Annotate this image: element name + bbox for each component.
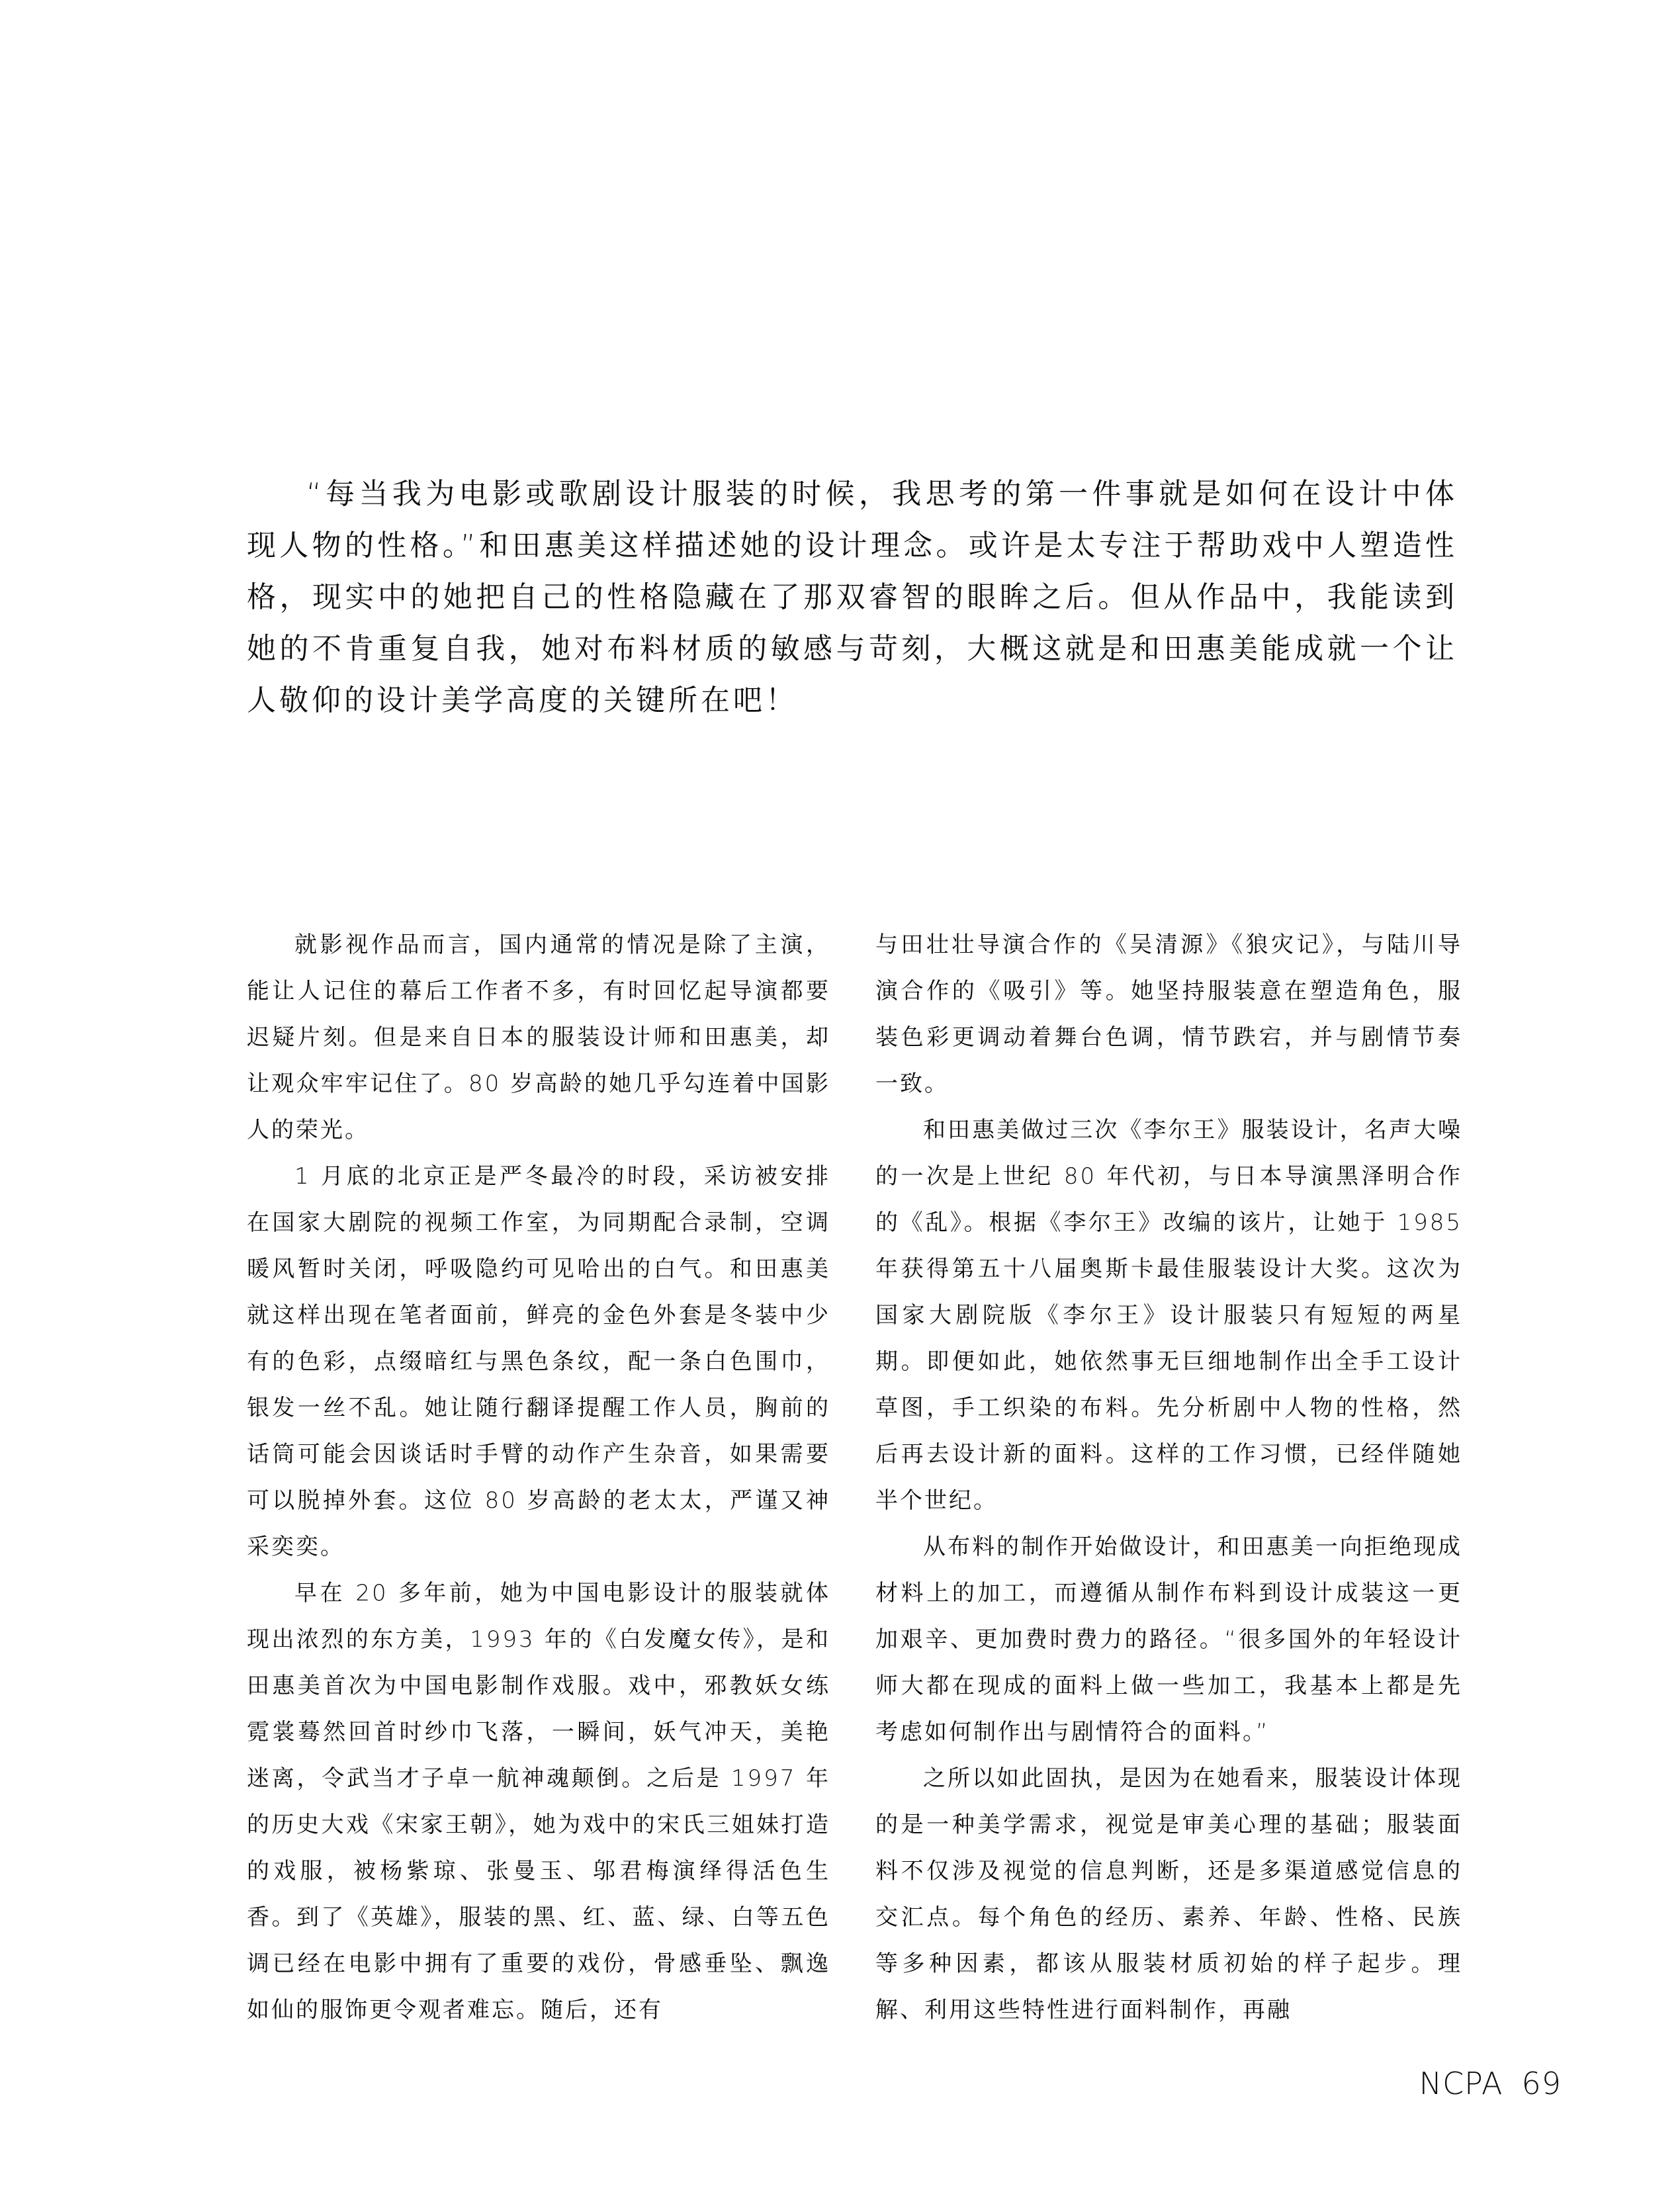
page-footer: [1419, 2067, 1562, 2101]
paragraph: 从布料的制作开始做设计，和田惠美一向拒绝现成材料上的加工，而遵循从制作布料到设计成装这一更加艰辛、更加费时费力的路径。“很多国外的年轻设计师大都在现成的面料上做一些加工，我基本上都是先考虑如何制作出与剧情符合的面料。”: [875, 1534, 1462, 1745]
paragraph-continuation: 与田壮壮导演合作的《吴清源》《狼灾记》，与陆川导演合作的《吸引》等。她坚持服装意在塑造角色，服装色彩更调动着舞台色调，情节跌宕，并与剧情节奏一致。: [875, 932, 1462, 1097]
paragraph: 1 月底的北京正是严冬最冷的时段，采访被安排在国家大剧院的视频工作室，为同期配合录制，空调暖风暂时关闭，呼吸隐约可见哈出的白气。和田惠美就这样出现在笔者面前，鲜亮的金色外套是冬装中少有的色彩，点缀暗红与黑色条纹，配一条白色围巾，银发一丝不乱。她让随行翻译提醒工作人员，胸前的话筒可能会因谈话时手臂的动作产生杂音，如果需要可以脱掉外套。这位 80 岁高龄的老太太，严谨又神采奕奕。: [247, 1163, 830, 1560]
paragraph: 早在 20 多年前，她为中国电影设计的服装就体现出浓烈的东方美，1993 年的《白发魔女传》，是和田惠美首次为中国电影制作戏服。戏中，邪教妖女练霓裳蓦然回首时纱巾飞落，一瞬间，妖气冲天，美艳迷离，令武当才子卓一航神魂颠倒。之后是 1997 年的历史大戏《宋家王朝》，她为戏中的宋氏三姐妹打造的戏服，被杨紫琼、张曼玉、邬君梅演绎得活色生香。到了《英雄》，服装的黑、红、蓝、绿、白等五色调已经在电影中拥有了重要的戏份，骨感垂坠、飘逸如仙的服饰更令观者难忘。随后，还有: [247, 1580, 830, 2023]
column-left: [247, 922, 830, 2033]
page-number: 69: [1521, 2066, 1562, 2101]
paragraph: 就影视作品而言，国内通常的情况是除了主演，能让人记住的幕后工作者不多，有时回忆起导演都要迟疑片刻。但是来自日本的服装设计师和田惠美，却让观众牢牢记住了。80 岁高龄的她几乎勾连着中国影人的荣光。: [247, 932, 830, 1143]
magazine-name: NCPA: [1419, 2066, 1503, 2101]
paragraph: 和田惠美做过三次《李尔王》服装设计，名声大噪的一次是上世纪 80 年代初，与日本导演黑泽明合作的《乱》。根据《李尔王》改编的该片，让她于 1985 年获得第五十八届奥斯卡最佳服装设计大奖。这次为国家大剧院版《李尔王》设计服装只有短短的两星期。即便如此，她依然事无巨细地制作出全手工设计草图，手工织染的布料。先分析剧中人物的性格，然后再去设计新的面料。这样的工作习惯，已经伴随她半个世纪。: [875, 1117, 1462, 1514]
article-body: [247, 922, 1462, 2033]
paragraph: 之所以如此固执，是因为在她看来，服装设计体现的是一种美学需求，视觉是审美心理的基础；服装面料不仅涉及视觉的信息判断，还是多渠道感觉信息的交汇点。每个角色的经历、素养、年龄、性格、民族等多种因素，都该从服装材质初始的样子起步。理解、利用这些特性进行面料制作，再融: [875, 1765, 1462, 2023]
pull-quote: “每当我为电影或歌剧设计服装的时候，我思考的第一件事就是如何在设计中体现人物的性格。”和田惠美这样描述她的设计理念。或许是太专注于帮助戏中人塑造性格，现实中的她把自己的性格隐藏在了那双睿智的眼眸之后。但从作品中，我能读到她的不肯重复自我，她对布料材质的敏感与苛刻，大概这就是和田惠美能成就一个让人敬仰的设计美学高度的关键所在吧！: [247, 477, 1458, 717]
column-right: [875, 922, 1462, 2033]
